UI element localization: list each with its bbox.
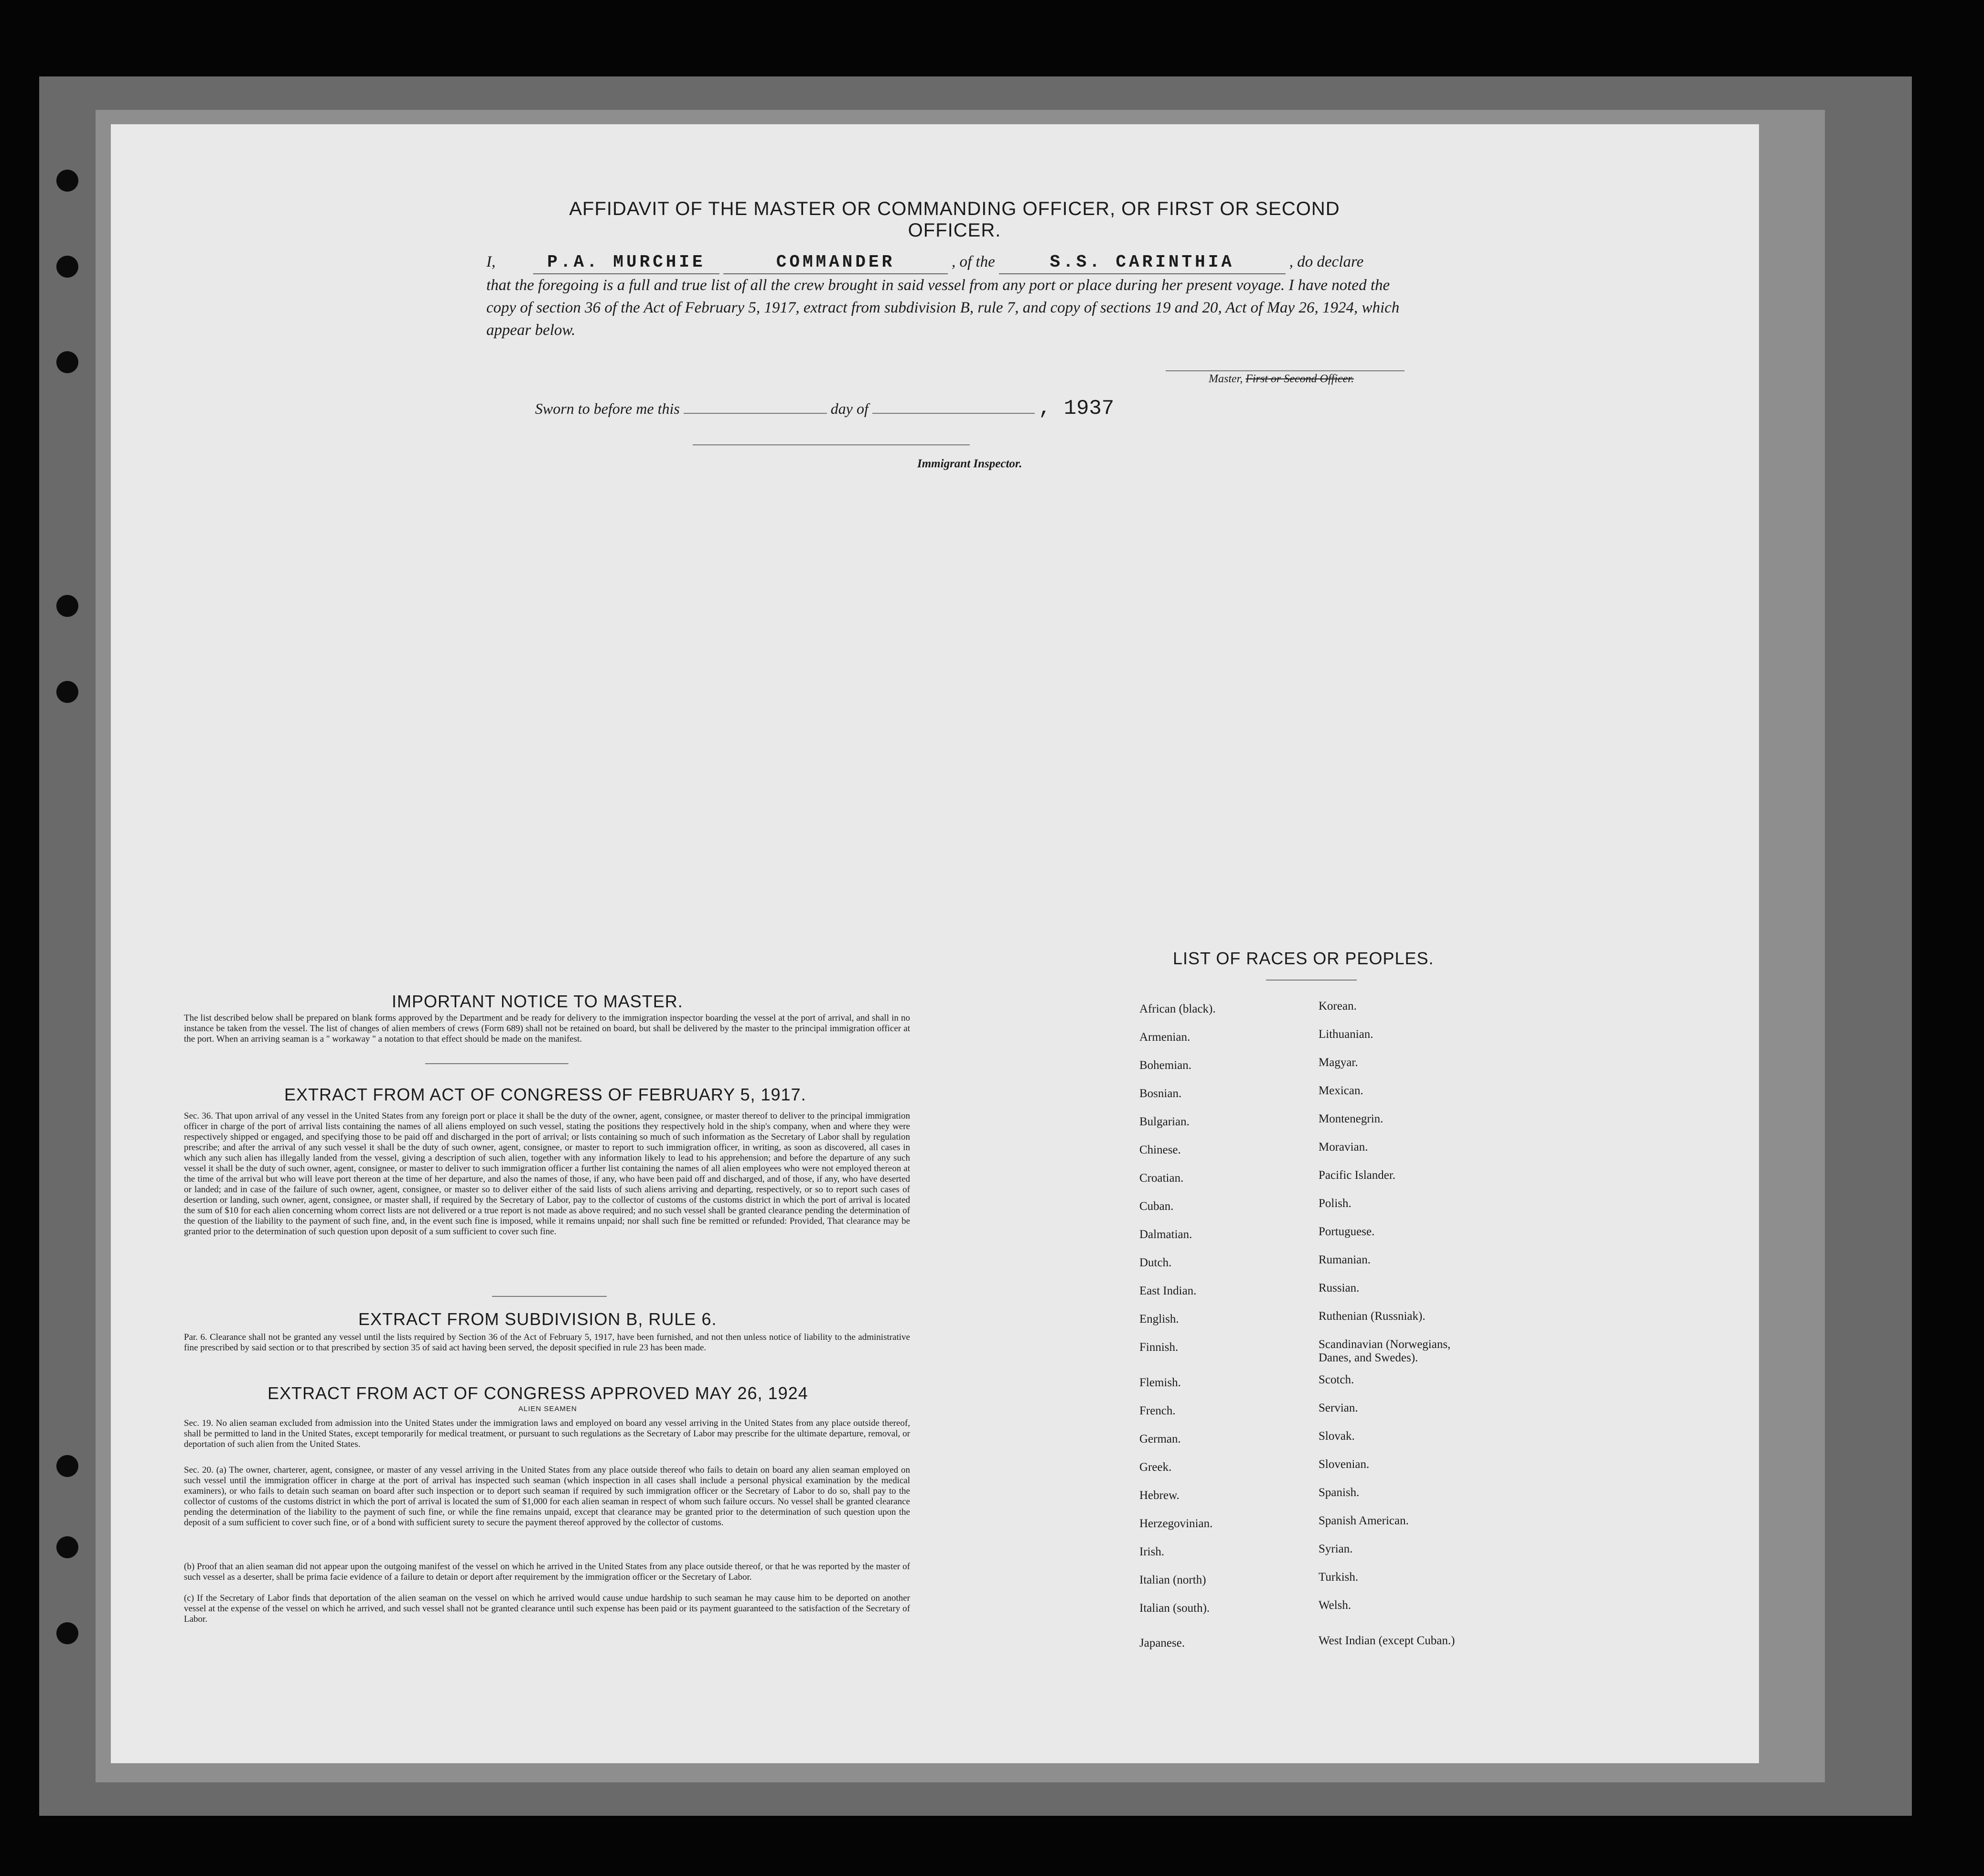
- inspector-label: Immigrant Inspector.: [917, 457, 1022, 470]
- race-right-15: Slovak.: [1319, 1430, 1355, 1443]
- races-divider: [1266, 980, 1357, 981]
- race-right-18: Spanish American.: [1319, 1514, 1409, 1527]
- declaration-prefix: I,: [486, 253, 496, 270]
- race-left-17: Hebrew.: [1139, 1489, 1180, 1502]
- race-right-2: Magyar.: [1319, 1056, 1358, 1069]
- sworn-month-blank: [872, 399, 1035, 414]
- race-left-16: Greek.: [1139, 1461, 1172, 1474]
- of-the-text: , of the: [952, 253, 995, 270]
- race-left-20: Italian (north): [1139, 1574, 1206, 1586]
- declaration-first-line: [486, 251, 1413, 274]
- race-right-20: Turkish.: [1319, 1571, 1359, 1584]
- struck-officer-text: First or Second Officer.: [1245, 373, 1354, 385]
- affidavit-declaration: [486, 251, 1413, 342]
- alien-seamen-subtitle: ALIEN SEAMEN: [518, 1405, 577, 1413]
- race-right-7: Polish.: [1319, 1197, 1351, 1210]
- race-left-3: Bosnian.: [1139, 1087, 1182, 1100]
- race-right-11: Ruthenian (Russniak).: [1319, 1310, 1426, 1323]
- officer-name: P.A. MURCHIE: [533, 251, 719, 274]
- race-right-6: Pacific Islander.: [1319, 1169, 1396, 1182]
- vessel-name: S.S. CARINTHIA: [999, 251, 1286, 274]
- race-right-16: Slovenian.: [1319, 1458, 1370, 1471]
- divider: [492, 1296, 607, 1297]
- races-title: LIST OF RACES OR PEOPLES.: [1173, 949, 1434, 968]
- race-right-9: Rumanian.: [1319, 1253, 1371, 1266]
- race-left-19: Irish.: [1139, 1545, 1165, 1558]
- binder-hole: [56, 681, 78, 703]
- declaration-body: that the foregoing is a full and true list of all the crew brought in said vessel from any port or place during her present voyage. I have noted the copy of section 36 of the Act of February 5, 1917, extract from subdivision B, rule 7, and copy of sections 19 and 20, Act of May 26, 1924, which appear below.: [486, 277, 1400, 339]
- race-right-4: Montenegrin.: [1319, 1112, 1383, 1125]
- race-left-21: Italian (south).: [1139, 1602, 1210, 1615]
- notice-title: IMPORTANT NOTICE TO MASTER.: [392, 992, 683, 1011]
- binder-hole: [56, 351, 78, 373]
- race-left-7: Cuban.: [1139, 1200, 1174, 1213]
- sworn-prefix: Sworn to before me this: [535, 400, 680, 417]
- master-signature-line: [1166, 370, 1405, 371]
- race-left-11: English.: [1139, 1313, 1179, 1326]
- race-right-19: Syrian.: [1319, 1542, 1353, 1555]
- binder-hole: [56, 1622, 78, 1644]
- race-right-5: Moravian.: [1319, 1141, 1368, 1154]
- inspector-signature-line: [693, 444, 970, 445]
- binder-hole: [56, 1536, 78, 1558]
- race-right-1: Lithuanian.: [1319, 1028, 1373, 1041]
- race-left-9: Dutch.: [1139, 1256, 1172, 1269]
- race-right-22: West Indian (except Cuban.): [1319, 1634, 1455, 1647]
- race-left-6: Croatian.: [1139, 1172, 1184, 1185]
- race-right-14: Servian.: [1319, 1402, 1358, 1414]
- race-right-0: Korean.: [1319, 1000, 1357, 1013]
- notice-text: The list described below shall be prepared on blank forms approved by the Department and be ready for delivery to the immigration inspector boarding the vessel at the port of arrival, and shall in no instance be taken from the vessel. The list of changes of alien members of crews (Form 689) shall not be retained on board, but shall be delivered by the master to the principal immigration officer at the port. When an arriving seaman is a " workaway " a notation to that effect should be made on the manifest.: [184, 1013, 910, 1044]
- race-left-0: African (black).: [1139, 1003, 1216, 1015]
- race-right-13: Scotch.: [1319, 1373, 1354, 1386]
- affidavit-title: AFFIDAVIT OF THE MASTER OR COMMANDING OFFICER, OR FIRST OR SECOND OFFICER.: [569, 198, 1340, 241]
- subdivision-title: EXTRACT FROM SUBDIVISION B, RULE 6.: [358, 1309, 717, 1329]
- binder-hole: [56, 256, 78, 278]
- sworn-year: , 1937: [1038, 397, 1115, 420]
- race-left-10: East Indian.: [1139, 1284, 1197, 1297]
- binder-hole: [56, 170, 78, 192]
- extract-1924-sec20c: (c) If the Secretary of Labor finds that deportation of the alien seaman on the vessel on which he arrived would cause undue hardship to such seaman he may cause him to be deported on another vessel at the expense of the vessel on which he arrived, and such vessel shall not be granted clearance until such expense has been paid or its payment guaranteed to the satisfaction of the Secretary of Labor.: [184, 1593, 910, 1624]
- do-declare-text: , do declare: [1289, 253, 1364, 270]
- sworn-day-blank: [684, 399, 827, 414]
- race-left-2: Bohemian.: [1139, 1059, 1192, 1072]
- race-left-15: German.: [1139, 1433, 1181, 1445]
- divider: [425, 1063, 568, 1064]
- race-right-12: Scandinavian (Norwegians, Danes, and Swedes).: [1319, 1338, 1451, 1364]
- race-left-14: French.: [1139, 1404, 1176, 1417]
- extract-1917-text: Sec. 36. That upon arrival of any vessel in the United States from any foreign port or place it shall be the duty of the owner, agent, consignee, or master thereof to deliver to the principal immigration officer in charge of the port of arrival lists containing the names of all aliens employed on such vessel, stating the positions they respectively hold in the ship's company, when and where they were respectively shipped or engaged, and specifying those to be paid off and discharged in the port of arrival; or lists containing so much of such information as the Secretary of Labor shall by regulation prescribe; and after the arrival of any such vessel it shall be the duty of such owner, agent, consignee, or master to report to such immigration officer, in writing, as soon as discovered, all cases in which any such alien has illegally landed from the vessel, giving a description of such alien, together with any information likely to lead to his apprehension; and before the departure of any such vessel it shall be the duty of such owner, agent, consignee, or master to deliver to such immigration officer a further list containing the names of all alien employees who were not employed thereon at the time of the arrival but who will leave port thereon at the time of her departure, and also the names of those, if any, who have been paid off and discharged, and of those, if any, who have deserted or landed; and in case of the failure of such owner, agent, consignee, or master so to deliver either of the said lists of such aliens arriving and departing, respectively, or so to report such cases of desertion or landing, such owner, agent, consignee, or master shall, if required by the Secretary of Labor, pay to the collector of customs of the customs district in which the port of arrival is located the sum of $10 for each alien concerning whom correct lists are not delivered or a true report is not made as above required; and no such vessel shall be granted clearance pending the determination of the question of the liability to the payment of such fine, and, in the event such fine is imposed, while it remains unpaid; nor shall such fine be remitted or refunded: Provided, That clearance may be granted prior to the determination of such question upon deposit of a sum sufficient to cover such fine.: [184, 1111, 910, 1237]
- race-left-8: Dalmatian.: [1139, 1228, 1192, 1241]
- race-left-1: Armenian.: [1139, 1031, 1190, 1044]
- extract-1924-sec20a: Sec. 20. (a) The owner, charterer, agent, consignee, or master of any vessel arriving in the United States from any place outside thereof who fails to detain on board any alien seaman employed on such vessel until the immigration officer in charge at the port of arrival has inspected such seaman (which inspection in all cases shall include a personal physical examination by the medical examiners), or who fails to detain such seaman on board after such inspection or to deport such seaman if required by such immigration officer or the Secretary of Labor to do so, shall pay to the collector of customs of the customs district in which the port of arrival is located the sum of $1,000 for each alien seaman in respect of whom such failure occurs. No vessel shall be granted clearance pending the determination of the liability to the payment of such fine, or while the fine remains unpaid, except that clearance may be granted prior to the determination of such question upon the deposit of a sum sufficient to cover such fine, or of a bond with sufficient surety to secure the payment thereof approved by the collector of customs.: [184, 1465, 910, 1528]
- extract-1924-title: EXTRACT FROM ACT OF CONGRESS APPROVED MAY 26, 1924: [268, 1383, 808, 1403]
- subdivision-text: Par. 6. Clearance shall not be granted any vessel until the lists required by Section 36 of the Act of February 5, 1917, have been furnished, and not then unless notice of liability to the administrative fine prescribed by said section or to that prescribed by section 35 of said act having been served, the deposit specified in rule 23 has been made.: [184, 1332, 910, 1353]
- race-right-10: Russian.: [1319, 1282, 1360, 1294]
- race-left-13: Flemish.: [1139, 1376, 1181, 1389]
- race-right-17: Spanish.: [1319, 1486, 1360, 1499]
- race-left-12: Finnish.: [1139, 1341, 1179, 1354]
- race-right-3: Mexican.: [1319, 1084, 1363, 1097]
- race-right-21: Welsh.: [1319, 1599, 1351, 1612]
- race-left-4: Bulgarian.: [1139, 1115, 1190, 1128]
- race-left-22: Japanese.: [1139, 1637, 1185, 1650]
- binder-hole: [56, 1455, 78, 1477]
- extract-1917-title: EXTRACT FROM ACT OF CONGRESS OF FEBRUARY 5, 1917.: [284, 1085, 806, 1104]
- master-text: Master,: [1209, 373, 1243, 385]
- sworn-line: [535, 397, 1114, 420]
- extract-1924-sec20b: (b) Proof that an alien seaman did not appear upon the outgoing manifest of the vessel on which he arrived in the United States from any place outside thereof, or that he was reported by the master of such vessel as a deserter, shall be prima facie evidence of a failure to detain or deport after requirement by the immigration officer or the Secretary of Labor.: [184, 1562, 910, 1582]
- master-label: [1209, 373, 1354, 386]
- officer-rank: COMMANDER: [723, 251, 948, 274]
- extract-1924-sec19: Sec. 19. No alien seaman excluded from admission into the United States under the immigration laws and employed on board any vessel arriving in the United States from any place outside thereof, shall be permitted to land in the United States, except temporarily for medical treatment, or pursuant to such regulations as the Secretary of Labor may prescribe for the ultimate departure, removal, or deportation of such alien from the United States.: [184, 1418, 910, 1449]
- binder-hole: [56, 595, 78, 617]
- race-right-8: Portuguese.: [1319, 1225, 1375, 1238]
- race-left-5: Chinese.: [1139, 1143, 1181, 1156]
- race-left-18: Herzegovinian.: [1139, 1517, 1213, 1530]
- sworn-day-label: day of: [830, 400, 869, 417]
